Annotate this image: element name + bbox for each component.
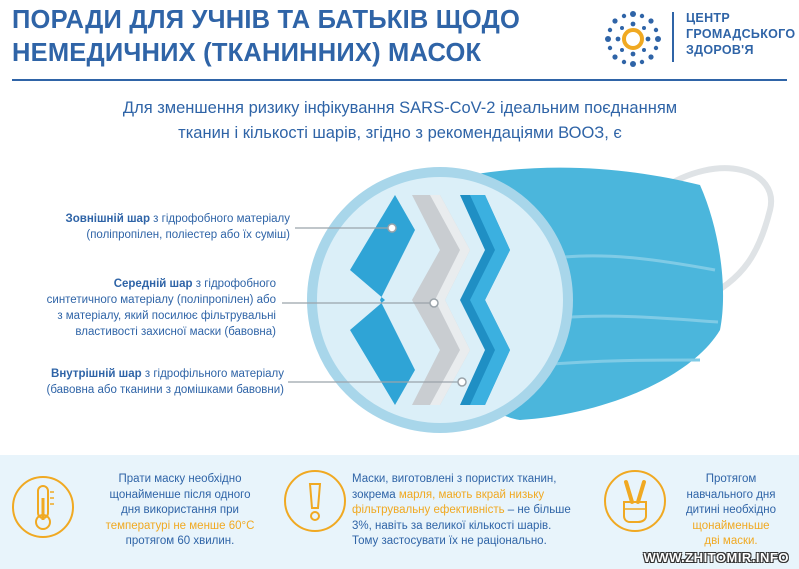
tip-washing-line-2: щонайменше після одного: [109, 488, 251, 501]
inner-layer-name: Внутрішній шар: [51, 368, 142, 380]
inner-layer-text-1: з гідрофільного матеріалу: [141, 368, 284, 380]
page-title: [12, 4, 572, 70]
inner-layer-text-2: (бавовна або тканини з домішками бавовни): [46, 384, 284, 396]
tip-porous-line-1: Маски, виготовлені з пористих тканин,: [352, 473, 557, 485]
header-divider: [12, 79, 787, 81]
outer-layer-name: Зовнішній шар: [65, 213, 150, 225]
logo-divider: [672, 12, 674, 62]
tip-washing-highlight: температурі не менше 60°С: [105, 519, 255, 532]
exclamation-icon-circle: [284, 470, 346, 532]
tip-two-masks-line-2: навчального дня: [686, 488, 776, 501]
tip-washing-line-4: протягом 60 хвилин.: [125, 535, 235, 547]
thermometer-icon: [14, 478, 72, 536]
tip-washing: [76, 472, 284, 550]
tip-two-masks-line-1: Протягом: [705, 473, 757, 485]
inner-layer-caption: [10, 366, 284, 398]
logo-text: [686, 10, 795, 58]
tip-porous-line-5: Тому застосувати їх не раціонально.: [352, 535, 547, 547]
tip-porous-line-2a: зокрема: [352, 488, 399, 501]
thermometer-icon-circle: [12, 476, 74, 538]
tip-two-masks-highlight-1: щонайменьше: [692, 519, 770, 532]
tip-porous-line-3b: – не більше: [504, 504, 571, 516]
middle-layer-name: Середній шар: [113, 278, 193, 290]
tip-porous-line-4: 3%, навіть за великої кількості шарів.: [352, 519, 552, 532]
middle-layer-text-2: синтетичного матеріалу (поліпропілен) або: [46, 294, 276, 306]
tip-two-masks-highlight-2: дві маски.: [704, 535, 758, 547]
tip-porous-highlight-1: марля, мають вкрай низьку: [398, 488, 545, 501]
intro-text: [60, 96, 740, 146]
inner-leader-dot: [458, 378, 466, 386]
logo: [598, 8, 796, 70]
outer-leader-dot: [388, 224, 396, 232]
title-line-2: НЕМЕДИЧНИХ (ТКАНИННИХ) МАСОК: [12, 39, 482, 67]
middle-layer-text-3: з матеріалу, який посилює фільтрувальні: [57, 310, 276, 322]
two-fingers-icon-circle: [604, 470, 666, 532]
middle-layer-text-1: з гідрофобного: [192, 278, 276, 290]
middle-layer-text-4: властивості захисної маски (бавовна): [75, 326, 276, 338]
victory-hand-icon: [606, 472, 664, 530]
exclamation-icon: [286, 472, 344, 530]
outer-layer-text-2: (поліпропілен, поліестер або їх суміш): [86, 229, 290, 241]
intro-line-1: Для зменшення ризику інфікування SARS-CoV-2 ідеальним поєднанням: [122, 99, 678, 117]
outer-layer-text-1: з гідрофобного матеріалу: [149, 213, 290, 225]
tip-washing-line-1: Прати маску необхідно: [118, 473, 242, 485]
logo-line-3: ЗДОРОВ'Я: [686, 43, 754, 57]
source-watermark: WWW.ZHITOMIR.INFO: [643, 550, 789, 565]
middle-leader-dot: [430, 299, 438, 307]
tip-washing-line-3: дня використання при: [121, 504, 239, 516]
tip-two-masks-line-3: дитині необхідно: [685, 504, 777, 516]
sun-pattern-icon: [598, 8, 668, 70]
intro-line-2: тканин і кількості шарів, згідно з рекомендаціями ВООЗ, є: [178, 124, 622, 142]
tip-porous-fabrics: [352, 472, 590, 550]
tip-porous-highlight-2: фільтрувальну ефективність: [352, 504, 505, 516]
middle-layer-caption: [26, 276, 276, 340]
title-line-1: ПОРАДИ ДЛЯ УЧНІВ ТА БАТЬКІВ ЩОДО: [12, 6, 521, 34]
tip-two-masks: [670, 472, 792, 550]
logo-line-2: ГРОМАДСЬКОГО: [686, 27, 796, 41]
logo-line-1: ЦЕНТР: [686, 11, 730, 25]
outer-layer-caption: [26, 211, 290, 243]
